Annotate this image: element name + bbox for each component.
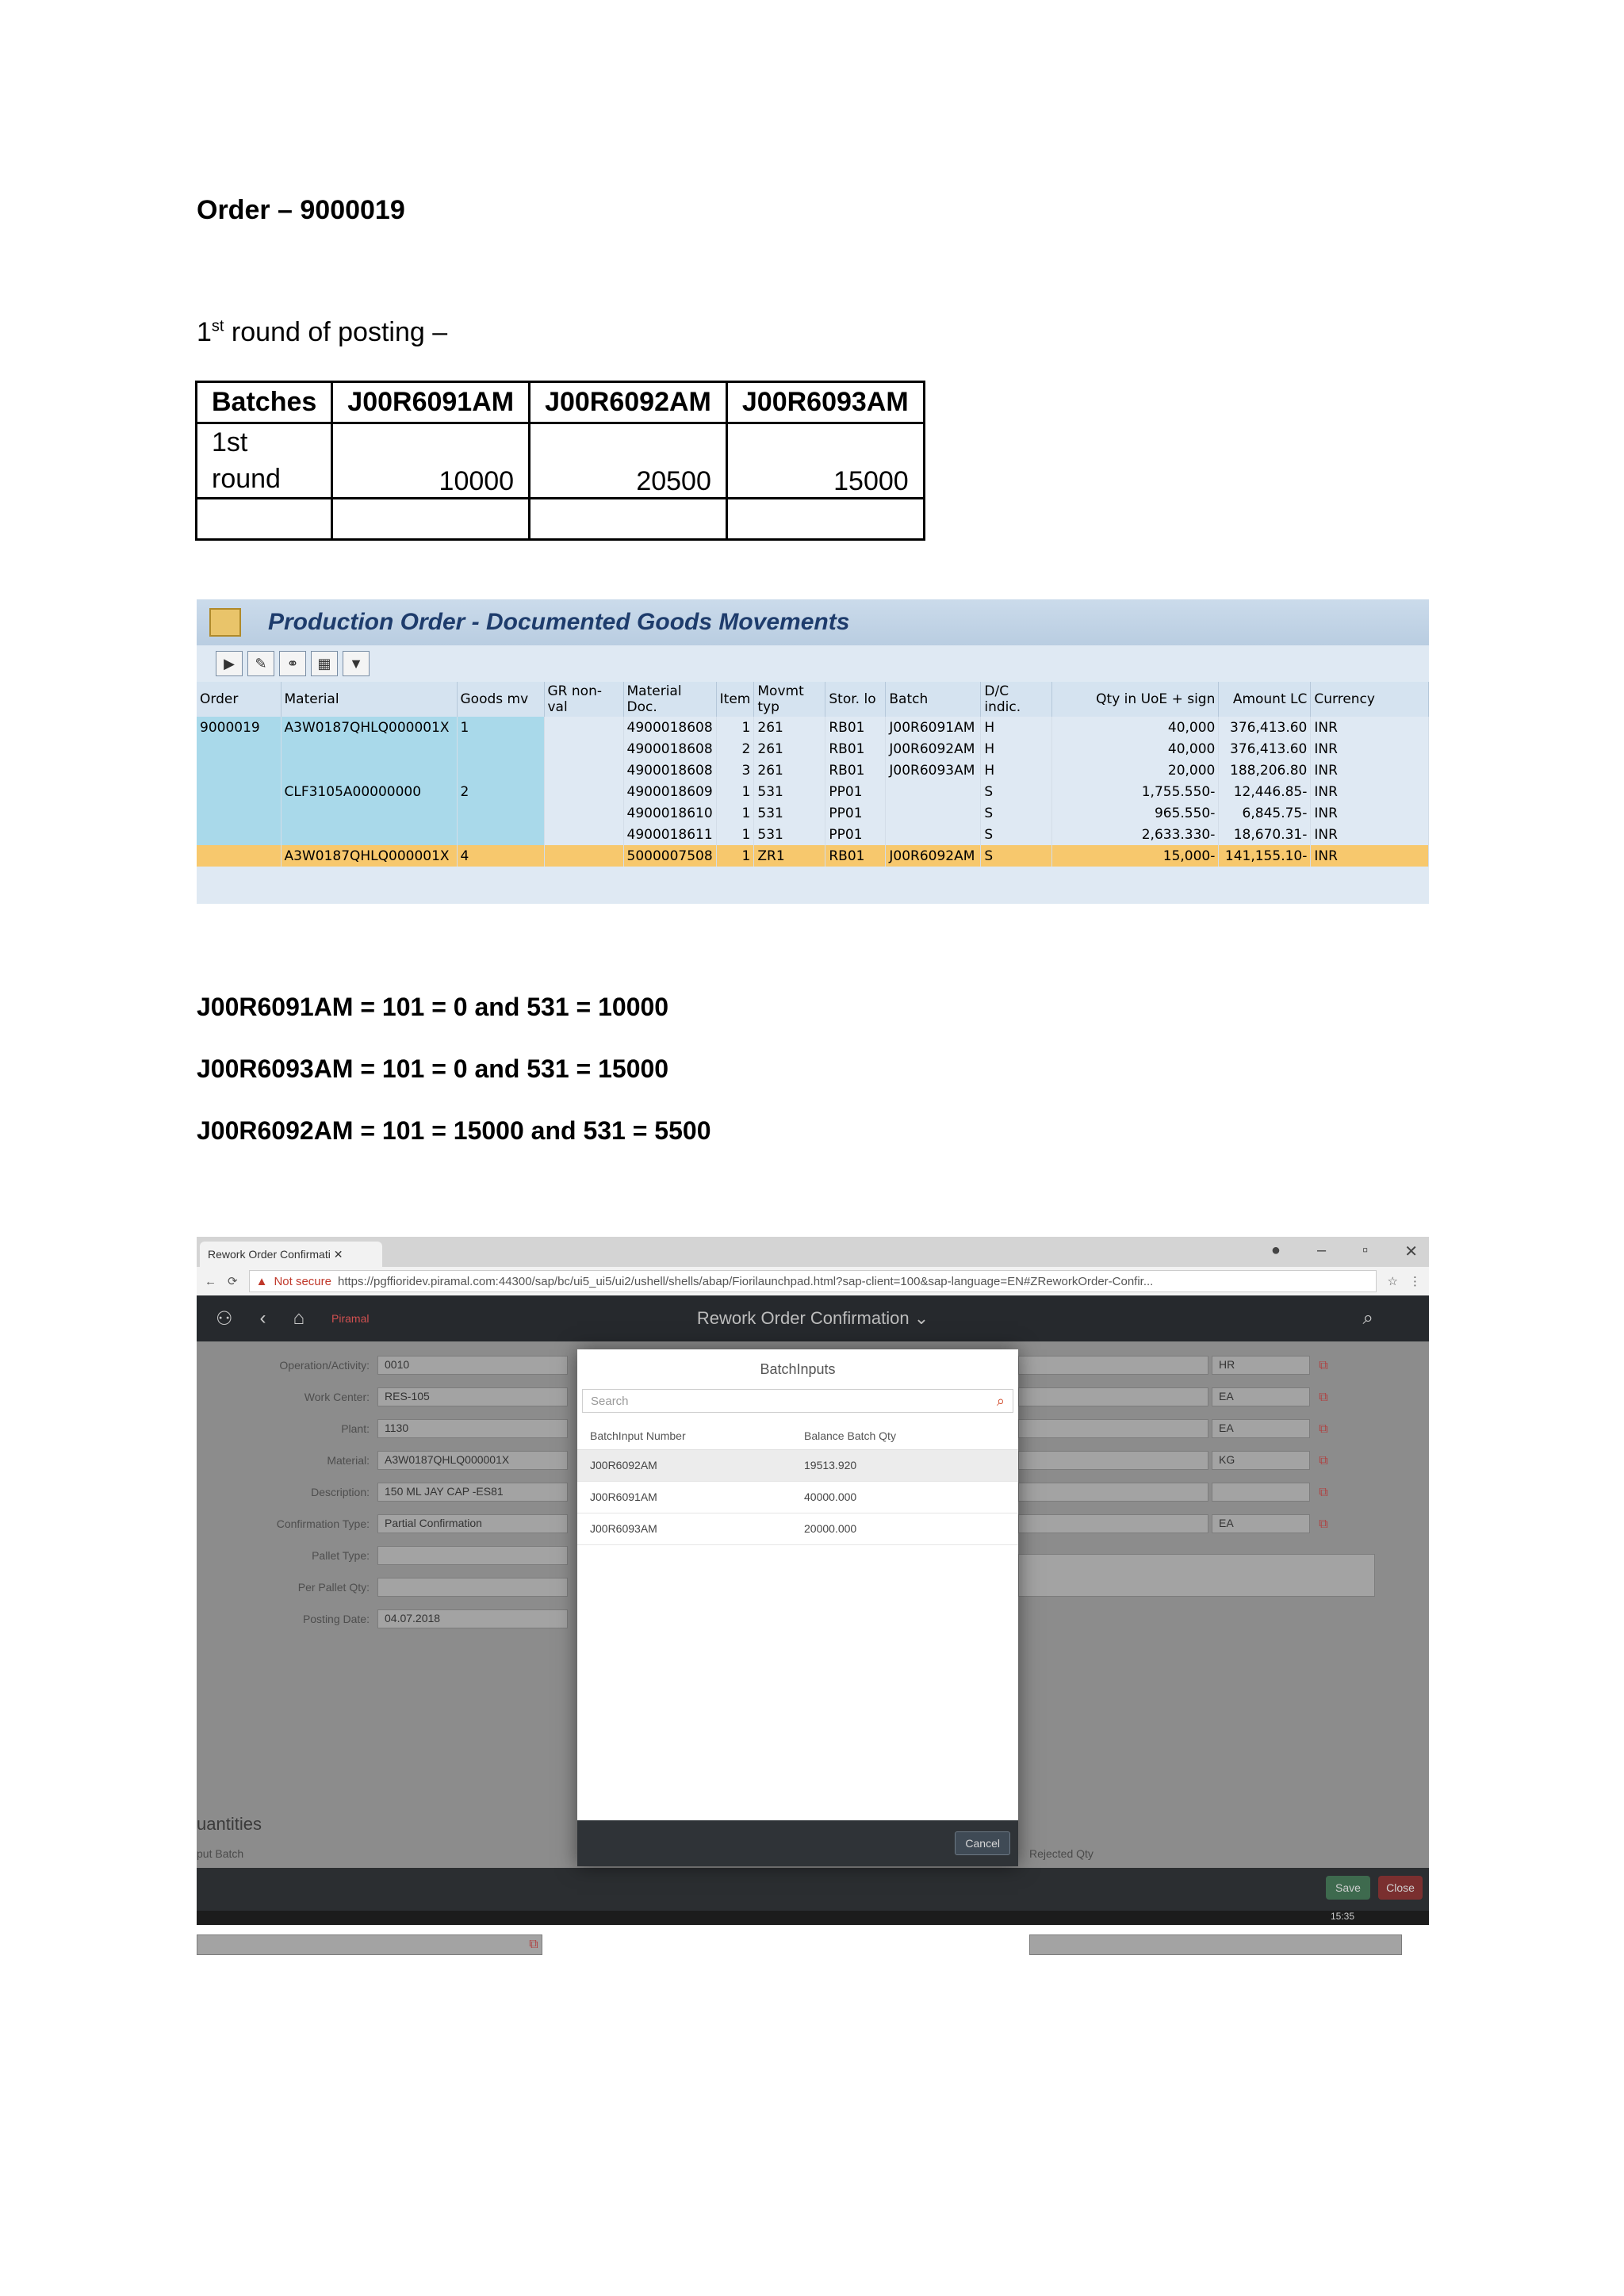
right-field[interactable]: [1018, 1419, 1208, 1438]
col-header[interactable]: Currency: [1311, 682, 1429, 717]
address-bar: [197, 1267, 1429, 1295]
batch-cell: J00R6092AM: [886, 845, 981, 867]
sap-menu-icon[interactable]: [209, 608, 241, 637]
col-header: BatchInput Number: [577, 1422, 791, 1449]
balance-qty-cell: 40000.000: [791, 1481, 1018, 1513]
close-button[interactable]: Close: [1378, 1876, 1423, 1900]
confirmation-type-select[interactable]: Partial Confirmation: [377, 1514, 568, 1533]
dialog-table-header: [577, 1422, 1018, 1449]
col-header[interactable]: D/C indic.: [981, 682, 1052, 717]
unit-field[interactable]: EA: [1212, 1387, 1310, 1406]
windows-taskbar: [197, 1911, 1429, 1925]
layout-icon[interactable]: ▦: [311, 651, 338, 676]
rejected-qty-field[interactable]: [1029, 1934, 1402, 1955]
goods-cell: 4: [457, 845, 544, 867]
qty-cell: 2,633.330-: [1052, 824, 1219, 845]
value-help-icon[interactable]: ⧉: [1319, 1359, 1328, 1372]
user-icon[interactable]: ⚇: [216, 1307, 233, 1330]
amount-cell: 18,670.31-: [1219, 824, 1311, 845]
goods-cell: 1: [457, 717, 544, 738]
search-icon[interactable]: ⌕: [996, 1392, 1005, 1409]
browser-tab-strip: [197, 1237, 1429, 1267]
stor-cell: PP01: [825, 802, 886, 824]
batch-table-header: [197, 382, 925, 423]
empty-cell: [726, 499, 924, 540]
batch-inputs-dialog: [577, 1349, 1018, 1866]
stor-cell: RB01: [825, 738, 886, 760]
stor-cell: RB01: [825, 760, 886, 781]
movmt-cell: 531: [754, 824, 825, 845]
goods-cell: [457, 738, 544, 760]
browser-tab[interactable]: [200, 1242, 382, 1267]
cancel-button[interactable]: Cancel: [955, 1831, 1010, 1855]
batch-value-cell: 20500: [530, 423, 727, 499]
sap-toolbar: [197, 645, 1429, 682]
col-header[interactable]: GR non-val: [544, 682, 623, 717]
header-icons: [216, 1307, 304, 1330]
unit-field[interactable]: [1212, 1483, 1310, 1502]
doc-cell: 4900018609: [623, 781, 716, 802]
sap-row[interactable]: [197, 717, 1429, 738]
sap-row[interactable]: [197, 781, 1429, 802]
operation-field[interactable]: 0010: [377, 1356, 568, 1375]
bookmark-star-icon[interactable]: ☆: [1387, 1275, 1398, 1288]
material-cell: A3W0187QHLQ000001X: [281, 845, 457, 867]
qty-cell: 1,755.550-: [1052, 781, 1219, 802]
form-row-pallet-type: [197, 1546, 568, 1565]
col-header[interactable]: Qty in UoE + sign: [1052, 682, 1219, 717]
description-field[interactable]: 150 ML JAY CAP -ES81: [377, 1483, 568, 1502]
batch-header-cell: J00R6092AM: [530, 382, 727, 423]
right-field[interactable]: [1018, 1514, 1208, 1533]
col-header[interactable]: Order: [197, 682, 281, 717]
col-header[interactable]: Goods mv: [457, 682, 544, 717]
close-tab-icon[interactable]: ✕: [333, 1248, 343, 1261]
amount-cell: 188,206.80: [1219, 760, 1311, 781]
amount-cell: 376,413.60: [1219, 717, 1311, 738]
movmt-cell: 531: [754, 781, 825, 802]
gr-cell: [544, 717, 623, 738]
stor-cell: RB01: [825, 717, 886, 738]
value-help-icon[interactable]: ⧉: [1319, 1454, 1328, 1468]
currency-cell: INR: [1311, 760, 1429, 781]
item-cell: 2: [716, 738, 754, 760]
fiori-footer: [197, 1868, 1429, 1911]
currency-cell: INR: [1311, 802, 1429, 824]
fiori-shell-header: [197, 1295, 1429, 1341]
form-row-confirmation-type: [197, 1514, 568, 1533]
chevron-down-icon: ⌄: [914, 1308, 929, 1328]
glasses-icon[interactable]: ⚭: [279, 651, 306, 676]
dc-cell: H: [981, 738, 1052, 760]
work-center-field[interactable]: RES-105: [377, 1387, 568, 1406]
goods-cell: [457, 760, 544, 781]
batch-cell: J00R6092AM: [886, 738, 981, 760]
execute-icon[interactable]: ▶: [216, 651, 243, 676]
currency-cell: INR: [1311, 738, 1429, 760]
order-cell: [197, 760, 281, 781]
right-textarea[interactable]: [1018, 1554, 1375, 1597]
batch-number-cell: J00R6092AM: [577, 1449, 791, 1481]
gr-cell: [544, 760, 623, 781]
home-icon[interactable]: ⌂: [293, 1307, 305, 1329]
round-number: 1: [197, 317, 212, 347]
value-help-icon[interactable]: ⧉: [1319, 1517, 1328, 1531]
calc-line-6092: J00R6092AM = 101 = 15000 and 531 = 5500: [197, 1116, 711, 1145]
sap-row[interactable]: [197, 824, 1429, 845]
item-cell: 1: [716, 781, 754, 802]
form-row-material: [197, 1451, 568, 1470]
order-cell: [197, 738, 281, 760]
company-logo: Piramal: [331, 1312, 370, 1325]
doc-cell: 4900018608: [623, 738, 716, 760]
window-controls: [1271, 1242, 1418, 1261]
app-title-text: Rework Order Confirmation: [696, 1308, 910, 1328]
order-cell: [197, 781, 281, 802]
order-title: Order – 9000019: [197, 195, 405, 225]
batch-cell: J00R6093AM: [886, 760, 981, 781]
minimize-icon[interactable]: –: [1317, 1242, 1327, 1259]
batch-table-empty-row: [197, 499, 925, 540]
batch-cell: J00R6091AM: [886, 717, 981, 738]
field-label: Per Pallet Qty:: [297, 1581, 370, 1594]
material-cell: [281, 760, 457, 781]
batch-cell: [886, 824, 981, 845]
amount-cell: 6,845.75-: [1219, 802, 1311, 824]
sap-row[interactable]: [197, 802, 1429, 824]
form-row-description: [197, 1483, 568, 1502]
currency-cell: INR: [1311, 717, 1429, 738]
goods-cell: 2: [457, 781, 544, 802]
edit-icon[interactable]: ✎: [247, 651, 274, 676]
maximize-icon[interactable]: ▫: [1362, 1242, 1369, 1259]
sap-row[interactable]: [197, 760, 1429, 781]
dialog-search-input[interactable]: [582, 1389, 1013, 1413]
batch-list-item[interactable]: [577, 1449, 1018, 1481]
stor-cell: PP01: [825, 824, 886, 845]
dc-cell: S: [981, 845, 1052, 867]
gr-cell: [544, 845, 623, 867]
search-icon[interactable]: ⌕: [1362, 1307, 1373, 1329]
browser-menu-icon[interactable]: ⋮: [1409, 1275, 1421, 1288]
value-help-icon[interactable]: ⧉: [1319, 1391, 1328, 1404]
col-header[interactable]: Item: [716, 682, 754, 717]
empty-cell: [332, 499, 530, 540]
dc-cell: S: [981, 824, 1052, 845]
warning-icon: ▲: [255, 1274, 268, 1288]
material-cell: CLF3105A00000000: [281, 781, 457, 802]
col-header[interactable]: Stor. lo: [825, 682, 886, 717]
form-row-work-center: [197, 1387, 568, 1406]
balance-qty-cell: 19513.920: [791, 1449, 1018, 1481]
posting-date-field[interactable]: 04.07.2018: [377, 1609, 568, 1628]
round-label-line2: round: [212, 464, 281, 494]
doc-cell: 4900018611: [623, 824, 716, 845]
dc-cell: H: [981, 717, 1052, 738]
right-field[interactable]: [1018, 1356, 1208, 1375]
search-placeholder: Search: [591, 1394, 629, 1408]
item-cell: 1: [716, 802, 754, 824]
batch-header-cell: J00R6091AM: [332, 382, 530, 423]
batch-number-cell: J00R6093AM: [577, 1513, 791, 1544]
qty-cell: 20,000: [1052, 760, 1219, 781]
goods-cell: [457, 824, 544, 845]
field-label: Material:: [327, 1454, 370, 1467]
currency-cell: INR: [1311, 781, 1429, 802]
batch-number-cell: J00R6091AM: [577, 1481, 791, 1513]
gr-cell: [544, 802, 623, 824]
field-label: Posting Date:: [302, 1613, 370, 1625]
round-label-line1: 1st: [212, 427, 248, 457]
item-cell: 1: [716, 824, 754, 845]
sap-title: Production Order - Documented Goods Movements: [268, 609, 850, 635]
goods-cell: [457, 802, 544, 824]
sap-goods-movements-screenshot: [197, 599, 1429, 904]
form-row-posting-date: [197, 1609, 568, 1628]
col-header[interactable]: Batch: [886, 682, 981, 717]
movmt-cell: 531: [754, 802, 825, 824]
input-batch-col-label: put Batch: [197, 1847, 244, 1860]
movmt-cell: 261: [754, 738, 825, 760]
filter-icon[interactable]: ▼: [343, 651, 370, 676]
material-cell: [281, 824, 457, 845]
stor-cell: RB01: [825, 845, 886, 867]
batch-cell: [886, 781, 981, 802]
sap-title-bar: [197, 599, 1429, 645]
batch-list-item[interactable]: [577, 1513, 1018, 1544]
calc-line-6093: J00R6093AM = 101 = 0 and 531 = 15000: [197, 1054, 669, 1083]
doc-cell: 4900018608: [623, 760, 716, 781]
sap-grid-header: [197, 682, 1429, 717]
input-batch-field[interactable]: [197, 1934, 542, 1955]
taskbar-clock: 15:35: [1330, 1911, 1354, 1922]
sap-row-selected[interactable]: [197, 845, 1429, 867]
right-field[interactable]: [1018, 1451, 1208, 1470]
balance-qty-cell: 20000.000: [791, 1513, 1018, 1544]
batch-table-row: [197, 423, 925, 499]
batch-table: [195, 381, 925, 541]
app-title: [197, 1308, 1429, 1329]
sap-grid: [197, 682, 1429, 867]
amount-cell: 12,446.85-: [1219, 781, 1311, 802]
gr-cell: [544, 781, 623, 802]
tab-label: Rework Order Confirmati: [208, 1248, 331, 1261]
batch-value-cell: 10000: [332, 423, 530, 499]
item-cell: 3: [716, 760, 754, 781]
col-header[interactable]: Movmt typ: [754, 682, 825, 717]
profile-icon[interactable]: ●: [1270, 1242, 1281, 1259]
rejected-qty-col-label: Rejected Qty: [1029, 1847, 1094, 1860]
value-help-icon[interactable]: ⧉: [529, 1938, 538, 1951]
col-header: Balance Batch Qty: [791, 1422, 1018, 1449]
batch-header-cell: Batches: [197, 382, 332, 423]
qty-cell: 40,000: [1052, 717, 1219, 738]
field-label: Work Center:: [304, 1391, 370, 1403]
not-secure-label: Not secure: [274, 1274, 331, 1288]
field-label: Description:: [311, 1486, 370, 1498]
plant-field[interactable]: 1130: [377, 1419, 568, 1438]
dialog-footer: [577, 1820, 1018, 1866]
form-row-per-pallet-qty: [197, 1578, 568, 1597]
field-label: Confirmation Type:: [276, 1517, 370, 1530]
col-header[interactable]: Amount LC: [1219, 682, 1311, 717]
batch-header-cell: J00R6093AM: [726, 382, 924, 423]
unit-field[interactable]: KG: [1212, 1451, 1310, 1470]
unit-field[interactable]: HR: [1212, 1356, 1310, 1375]
doc-cell: 5000007508: [623, 845, 716, 867]
close-window-icon[interactable]: ✕: [1404, 1243, 1418, 1261]
field-label: Plant:: [341, 1422, 370, 1435]
sap-row[interactable]: [197, 738, 1429, 760]
material-cell: [281, 802, 457, 824]
quantities-section-title: uantities: [197, 1814, 262, 1834]
round-label: [197, 317, 447, 348]
value-help-icon[interactable]: ⧉: [1319, 1422, 1328, 1436]
dc-cell: H: [981, 760, 1052, 781]
item-cell: 1: [716, 845, 754, 867]
col-header[interactable]: Material: [281, 682, 457, 717]
doc-cell: 4900018608: [623, 717, 716, 738]
batch-list-item[interactable]: [577, 1481, 1018, 1513]
qty-cell: 965.550-: [1052, 802, 1219, 824]
order-cell: [197, 802, 281, 824]
round-suffix: st: [211, 317, 224, 335]
qty-cell: 40,000: [1052, 738, 1219, 760]
url-text: https://pgffioridev.piramal.com:44300/sap/bc/ui5_ui5/ui2/ushell/shells/abap/Fiorilaunchpad.html?sap-client=100&sap-language=EN#ZReworkOrder-Confir...: [337, 1274, 1154, 1288]
round-text: round of posting –: [224, 317, 448, 347]
back-icon[interactable]: ←: [205, 1274, 216, 1288]
amount-cell: 141,155.10-: [1219, 845, 1311, 867]
pallet-type-field[interactable]: [377, 1546, 568, 1565]
currency-cell: INR: [1311, 845, 1429, 867]
unit-field[interactable]: EA: [1212, 1514, 1310, 1533]
back-nav-icon[interactable]: ‹: [259, 1307, 266, 1329]
movmt-cell: 261: [754, 760, 825, 781]
col-header[interactable]: Material Doc.: [623, 682, 716, 717]
unit-field[interactable]: EA: [1212, 1419, 1310, 1438]
movmt-cell: 261: [754, 717, 825, 738]
url-field[interactable]: [249, 1270, 1377, 1292]
batch-cell: [886, 802, 981, 824]
order-cell: 9000019: [197, 717, 281, 738]
material-cell: A3W0187QHLQ000001X: [281, 717, 457, 738]
order-cell: [197, 824, 281, 845]
batch-inputs-table: [577, 1422, 1018, 1545]
round-label-cell: [197, 423, 332, 499]
fiori-browser-screenshot: [197, 1237, 1429, 1951]
reload-icon[interactable]: ⟳: [228, 1275, 238, 1288]
calc-line-6091: J00R6091AM = 101 = 0 and 531 = 10000: [197, 993, 669, 1021]
material-field[interactable]: A3W0187QHLQ000001X: [377, 1451, 568, 1470]
gr-cell: [544, 824, 623, 845]
form-row-operation: [197, 1356, 568, 1375]
doc-cell: 4900018610: [623, 802, 716, 824]
save-button[interactable]: Save: [1326, 1876, 1370, 1900]
right-field[interactable]: [1018, 1483, 1208, 1502]
qty-cell: 15,000-: [1052, 845, 1219, 867]
field-label: Pallet Type:: [312, 1549, 370, 1562]
per-pallet-qty-field[interactable]: [377, 1578, 568, 1597]
form-row-plant: [197, 1419, 568, 1438]
empty-cell: [197, 499, 332, 540]
dialog-title: BatchInputs: [760, 1361, 836, 1377]
batch-value-cell: 15000: [726, 423, 924, 499]
material-cell: [281, 738, 457, 760]
stor-cell: PP01: [825, 781, 886, 802]
amount-cell: 376,413.60: [1219, 738, 1311, 760]
movmt-cell: ZR1: [754, 845, 825, 867]
dc-cell: S: [981, 781, 1052, 802]
order-cell: [197, 845, 281, 867]
currency-cell: INR: [1311, 824, 1429, 845]
value-help-icon[interactable]: ⧉: [1319, 1486, 1328, 1499]
item-cell: 1: [716, 717, 754, 738]
empty-cell: [530, 499, 727, 540]
gr-cell: [544, 738, 623, 760]
dc-cell: S: [981, 802, 1052, 824]
right-field[interactable]: [1018, 1387, 1208, 1406]
field-label: Operation/Activity:: [279, 1359, 370, 1372]
